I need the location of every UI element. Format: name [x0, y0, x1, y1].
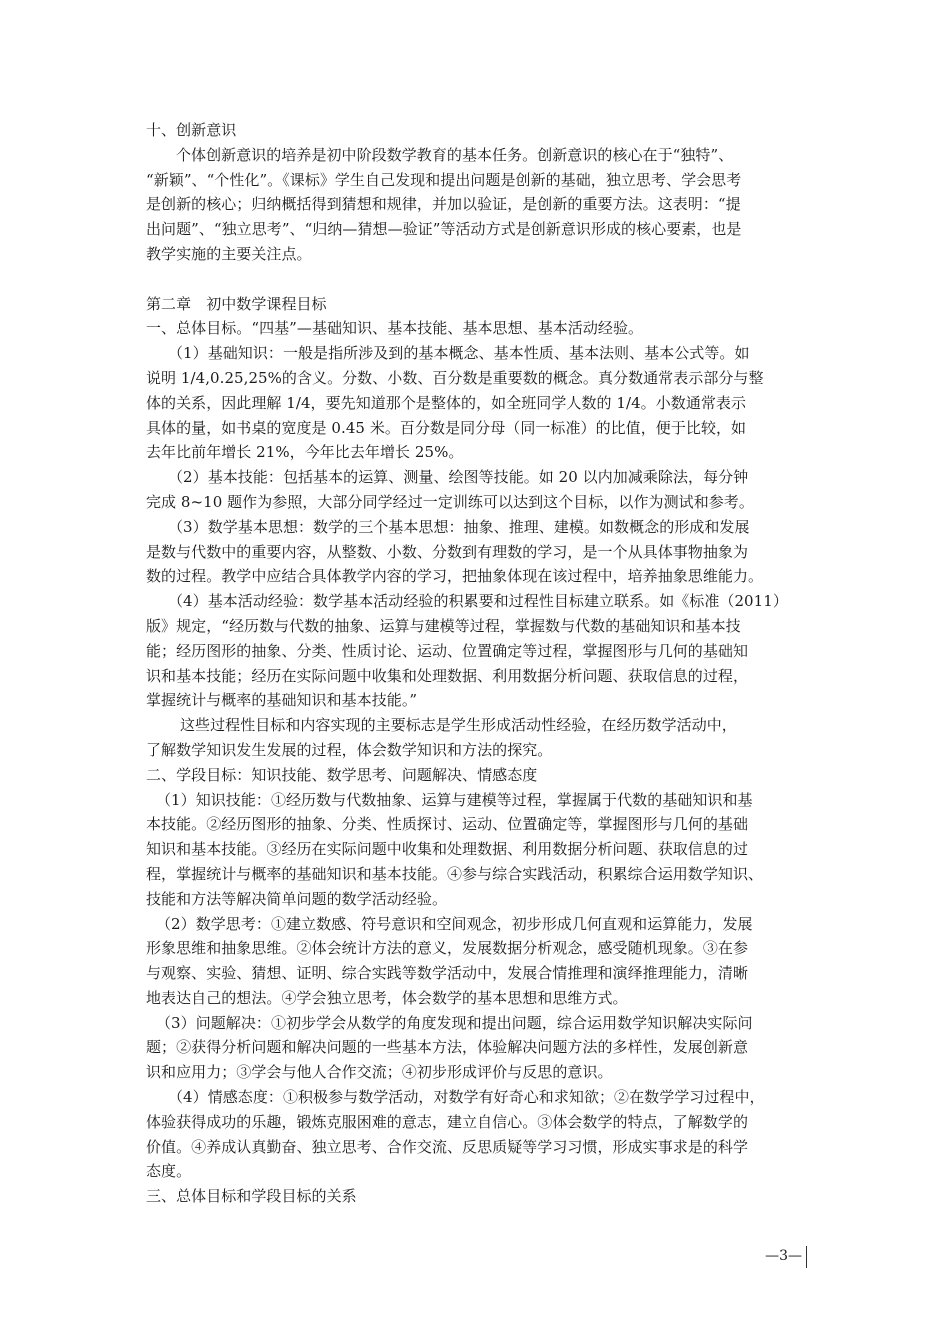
text-line: 这些过程性目标和内容实现的主要标志是学生形成活动性经验，在经历数学活动中， [180, 716, 737, 735]
text-line: 完成 8~10 题作为参照，大部分同学经过一定训练可以达到这个目标，以作为测试和参考。 [146, 492, 754, 511]
text-line: 掌握统计与概率的基础知识和基本技能。” [146, 691, 418, 710]
text-line: （3）问题解决：①初步学会从数学的角度发现和提出问题，综合运用数学知识解决实际问 [156, 1013, 753, 1032]
text-line: 识和应用力；③学会与他人合作交流；④初步形成评价与反思的意识。 [146, 1063, 613, 1082]
text-line: 说明 1/4,0.25,25%的含义。分数、小数、百分数是重要数的概念。真分数通常表示部分与整 [146, 368, 764, 387]
text-line: （1）基础知识：一般是指所涉及到的基本概念、基本性质、基本法则、基本公式等。如 [168, 344, 750, 363]
page-number: —3— [765, 1246, 807, 1268]
text-line: 是数与代数中的重要内容，从整数、小数、分数到有理数的学习，是一个从具体事物抽象为 [146, 542, 749, 561]
text-line: 识和基本技能；经历在实际问题中收集和处理数据、利用数据分析问题、获取信息的过程， [146, 666, 749, 685]
blank-line [146, 267, 806, 292]
text-line: （2）基本技能：包括基本的运算、测量、绘图等技能。如 20 以内加减乘除法，每分钟 [168, 468, 749, 487]
text-line: 体验获得成功的乐趣，锻炼克服困难的意志，建立自信心。③体会数学的特点，了解数学的 [146, 1112, 749, 1131]
text-line: 十、创新意识 [146, 121, 237, 139]
text-line: 具体的量，如书桌的宽度是 0.45 米。百分数是同分母（同一标准）的比值，便于比较，如 [146, 418, 747, 437]
text-line: 第二章 初中数学课程目标 [146, 294, 327, 313]
text-line: （4）基本活动经验：数学基本活动经验的积累要和过程性目标建立联系。如《标准（2011） [168, 592, 788, 611]
text-line: 能；经历图形的抽象、分类、性质讨论、运动、位置确定等过程，掌握图形与几何的基础知 [146, 641, 749, 660]
text-line: 价值。④养成认真勤奋、独立思考、合作交流、反思质疑等学习习惯，形成实事求是的科学 [146, 1137, 749, 1156]
text-line: 三、总体目标和学段目标的关系 [146, 1187, 357, 1206]
document-body [146, 118, 806, 1209]
text-line: 与观察、实验、猜想、证明、综合实践等数学活动中，发展合情推理和演绎推理能力，清晰 [146, 964, 749, 983]
text-line: 去年比前年增长 21%，今年比去年增长 25%。 [146, 443, 464, 462]
text-line: 态度。 [146, 1162, 192, 1181]
text-line: （3）数学基本思想：数学的三个基本思想：抽象、推理、建模。如数概念的形成和发展 [168, 517, 750, 536]
text-line: 知识和基本技能。③经历在实际问题中收集和处理数据、利用数据分析问题、获取信息的过 [146, 840, 749, 859]
text-line: 技能和方法等解决简单问题的数学活动经验。 [146, 889, 448, 908]
text-line: 地表达自己的想法。④学会独立思考，体会数学的基本思想和思维方式。 [146, 988, 628, 1007]
text-line: 一、总体目标。“四基”—基础知识、基本技能、基本思想、基本活动经验。 [146, 319, 644, 338]
text-line: （1）知识技能：①经历数与代数抽象、运算与建模等过程，掌握属于代数的基础知识和基 [156, 790, 753, 809]
text-line: 程，掌握统计与概率的基础知识和基本技能。④参与综合实践活动，积累综合运用数学知识、 [146, 864, 764, 883]
text-line: 出问题”、“独立思考”、“归纳—猜想—验证”等活动方式是创新意识形成的核心要素，也是 [146, 220, 742, 239]
text-line: （4）情感态度：①积极参与数学活动，对数学有好奇心和求知欲；②在数学学习过程中， [168, 1088, 765, 1107]
text-line: “新颖”、“个性化”。《课标》学生自己发现和提出问题是创新的基础，独立思考、学会思考 [146, 170, 742, 189]
text-line: 本技能。②经历图形的抽象、分类、性质探讨、运动、位置确定等，掌握图形与几何的基础 [146, 815, 749, 834]
text-line: 数的过程。教学中应结合具体教学内容的学习，把抽象体现在该过程中，培养抽象思维能力。 [146, 567, 764, 586]
text-line: 二、学段目标：知识技能、数学思考、问题解决、情感态度 [146, 765, 538, 784]
text-line: 形象思维和抽象思维。②体会统计方法的意义，发展数据分析观念，感受随机现象。③在参 [146, 939, 749, 958]
text-line: 版》规定，“经历数与代数的抽象、运算与建模等过程，掌握数与代数的基础知识和基本技 [146, 616, 741, 635]
text-line: 个体创新意识的培养是初中阶段数学教育的基本任务。创新意识的核心在于“独特”、 [176, 145, 734, 164]
text-line: （2）数学思考：①建立数感、符号意识和空间观念，初步形成几何直观和运算能力，发展 [156, 914, 753, 933]
text-line: 题；②获得分析问题和解决问题的一些基本方法，体验解决问题方法的多样性，发展创新意 [146, 1038, 749, 1057]
text-line: 教学实施的主要关注点。 [146, 244, 312, 263]
text-line: 了解数学知识发生发展的过程，体会数学知识和方法的探究。 [146, 740, 553, 759]
text-line: 体的关系，因此理解 1/4，要先知道那个是整体的，如全班同学人数的 1/4。小数通常表示 [146, 393, 747, 412]
text-line: 是创新的核心；归纳概括得到猜想和规律，并加以验证，是创新的重要方法。这表明：“提 [146, 195, 741, 214]
